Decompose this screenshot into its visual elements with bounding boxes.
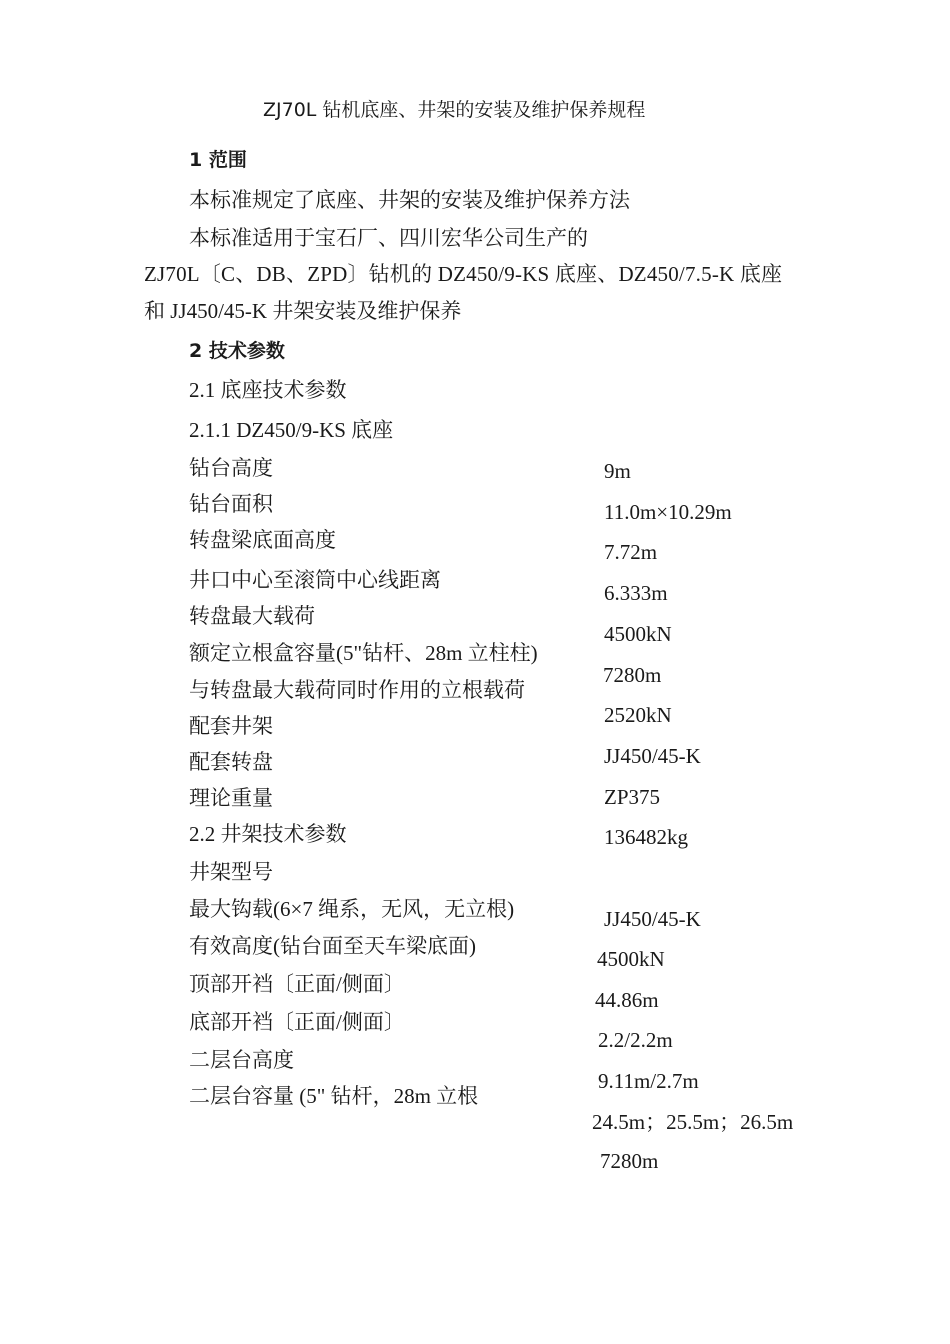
param-label: 二层台高度 [189,1048,294,1072]
param-value: JJ450/45-K [604,744,701,768]
param-label: 钻台面积 [189,492,273,516]
param-label: 井口中心至滚筒中心线距离 [189,568,441,592]
param-value: 136482kg [604,825,688,849]
scope-paragraph-1: 本标准规定了底座、井架的安装及维护保养方法 [189,188,630,212]
param-label: 二层台容量 (5" 钻杆，28m 立根 [189,1084,479,1108]
document-title: ZJ70L 钻机底座、井架的安装及维护保养规程 [263,99,646,121]
param-label: 额定立根盒容量(5"钻杆、28m 立柱柱) [189,641,538,665]
param-label: 最大钩载(6×7 绳系，无风，无立根) [189,897,515,921]
param-label: 配套转盘 [189,750,273,774]
param-value: 9.11m/2.7m [598,1069,699,1093]
param-label: 与转盘最大载荷同时作用的立根载荷 [189,678,525,702]
param-value: 7280m [600,1149,659,1173]
scope-paragraph-2-line-1: 本标准适用于宝石厂、四川宏华公司生产的 [189,226,588,250]
subsection-2-2: 2.2 井架技术参数 [189,822,347,846]
param-value: 24.5m；25.5m；26.5m [592,1110,794,1134]
param-value: ZP375 [604,785,661,809]
param-label: 底部开裆〔正面/侧面〕 [189,1010,405,1034]
param-value: 7.72m [604,540,658,564]
param-label: 转盘梁底面高度 [189,528,336,552]
param-value: 11.0m×10.29m [604,500,732,524]
param-value: 44.86m [595,988,659,1012]
section-2-heading: 2 技术参数 [189,340,285,362]
subsection-2-1: 2.1 底座技术参数 [189,378,347,402]
param-value: 4500kN [604,622,672,646]
param-value: 4500kN [597,947,665,971]
param-label: 顶部开裆〔正面/侧面〕 [189,972,405,996]
scope-paragraph-2-line-3: 和 JJ450/45-K 井架安装及维护保养 [144,299,462,323]
param-value: 9m [604,459,631,483]
param-label: 井架型号 [189,860,273,884]
param-value: 2520kN [604,703,672,727]
param-label: 钻台高度 [189,456,273,480]
param-value: 2.2/2.2m [598,1028,673,1052]
param-value: 6.333m [604,581,668,605]
param-value: JJ450/45-K [604,907,701,931]
scope-paragraph-2-line-2: ZJ70L〔C、DB、ZPD〕钻机的 DZ450/9-KS 底座、DZ450/7.5-K 底座 [144,262,783,286]
param-label: 理论重量 [189,786,273,810]
param-label: 配套井架 [189,714,273,738]
param-label: 转盘最大载荷 [189,604,315,628]
subsection-2-1-1: 2.1.1 DZ450/9-KS 底座 [189,418,394,442]
section-1-heading: 1 范围 [189,149,247,171]
param-label: 有效高度(钻台面至天车梁底面) [189,934,476,958]
param-value: 7280m [603,663,662,687]
